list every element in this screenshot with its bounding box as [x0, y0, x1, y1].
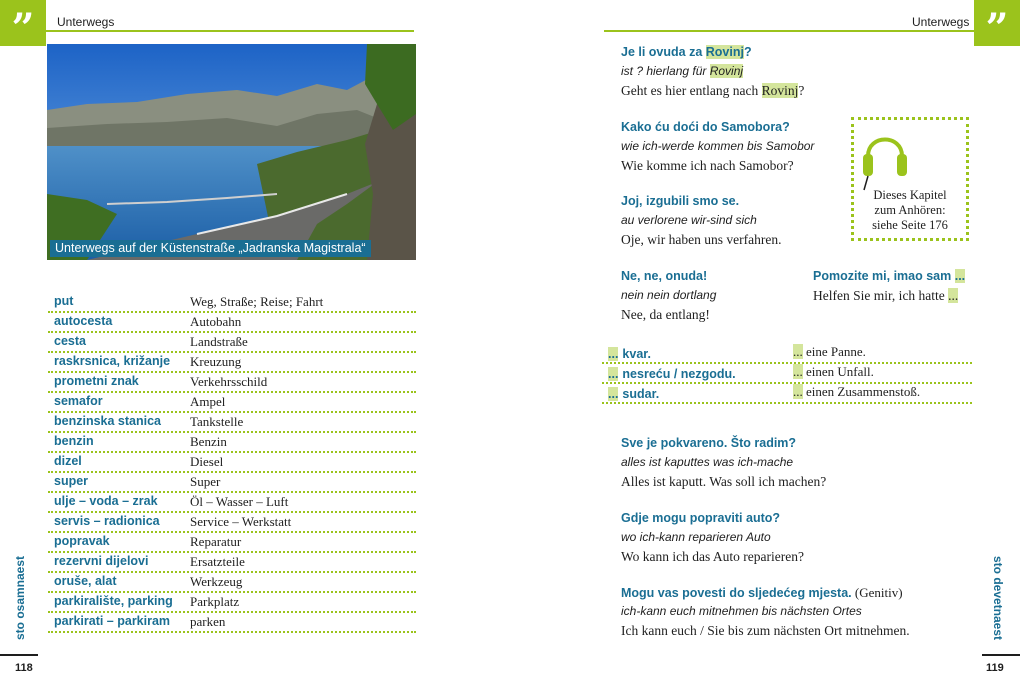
phrase-block-3: [621, 192, 781, 249]
phrase-8-literal: ich-kann euch mitnehmen bis nächsten Ortes: [621, 604, 862, 618]
vocab-row: [48, 471, 416, 493]
vocab-row: [48, 331, 416, 353]
phrase-block-7: [621, 509, 804, 566]
audio-box-line-3: siehe Seite 176: [872, 218, 948, 232]
header-left: Unterwegs: [57, 15, 115, 29]
phrase-6-german: Alles ist kaputt. Was soll ich machen?: [621, 474, 827, 489]
phrase-5-croatian: Pomozite mi, imao sam ...: [813, 269, 966, 283]
phrase-2-croatian: Kako ću doći do Samobora?: [621, 120, 790, 134]
phrase-1-croatian: Je li ovuda za Rovinj?: [621, 45, 752, 59]
phrase-8-german: Ich kann euch / Sie bis zum nächsten Ort mitnehmen.: [621, 623, 910, 638]
phrase-2-german: Wie komme ich nach Samobor?: [621, 158, 794, 173]
vocab-german: Verkehrsschild: [190, 374, 268, 389]
vocab-croatian: benzin: [54, 434, 94, 448]
header-right: Unterwegs: [912, 15, 970, 29]
header-rule-left: [46, 30, 414, 32]
slot-row: [602, 383, 972, 404]
vocab-german: Werkzeug: [190, 574, 243, 589]
phrase-1-literal: ist ? hierlang für Rovinj: [621, 64, 744, 78]
vocab-croatian: oruše, alat: [54, 574, 117, 588]
phrase-6-croatian: Sve je pokvareno. Što radim?: [621, 436, 797, 450]
page-word-left: sto osamnaest: [13, 555, 27, 640]
phrase-7-german: Wo kann ich das Auto reparieren?: [621, 549, 804, 564]
vocab-croatian: popravak: [54, 534, 110, 548]
vocab-row: [48, 551, 416, 573]
slot-marker: ...: [608, 367, 619, 381]
vocab-croatian: semafor: [54, 394, 103, 408]
vocab-croatian: benzinska stanica: [54, 414, 161, 428]
vocab-croatian: autocesta: [54, 314, 113, 328]
phrase-2-literal: wie ich-werde kommen bis Samobor: [621, 139, 815, 153]
vocab-row: [48, 411, 416, 433]
phrase-3-literal: au verlorene wir-sind sich: [621, 213, 757, 227]
slot-german: ... einen Unfall.: [793, 364, 874, 379]
slot-marker: ...: [793, 364, 803, 379]
vocab-croatian: super: [54, 474, 89, 488]
vocab-croatian: put: [54, 294, 74, 308]
vocab-german: Kreuzung: [190, 354, 242, 369]
page-number-rule-left: [0, 654, 38, 656]
coastal-road-photo: [47, 44, 416, 260]
headphones-icon: [860, 122, 910, 192]
vocab-row: [48, 451, 416, 473]
vocab-row: [48, 511, 416, 533]
vocab-croatian: parkiralište, parking: [54, 594, 173, 608]
phrase-1-german: Geht es hier entlang nach Rovinj?: [621, 83, 805, 98]
quote-icon-right: ”: [974, 0, 1020, 46]
header-rule-right: [604, 30, 974, 32]
audio-box-line-1: Dieses Kapitel: [873, 188, 947, 202]
audio-box-line-2: zum Anhören:: [874, 203, 946, 217]
vocab-row: [48, 531, 416, 553]
vocab-croatian: ulje – voda – zrak: [54, 494, 158, 508]
vocab-german: Öl – Wasser – Luft: [190, 494, 289, 509]
vocab-german: Reparatur: [190, 534, 242, 549]
vocab-croatian: dizel: [54, 454, 82, 468]
vocab-croatian: prometni znak: [54, 374, 139, 388]
vocab-row: [48, 351, 416, 373]
phrase-block-2: [621, 118, 814, 175]
vocab-german: Super: [190, 474, 221, 489]
vocab-row: [48, 431, 416, 453]
vocab-row: [48, 611, 416, 633]
vocab-row: [48, 571, 416, 593]
phrase-block-4: [621, 267, 716, 324]
vocab-row: [48, 311, 416, 333]
phrase-block-8: [621, 583, 910, 640]
vocab-croatian: cesta: [54, 334, 86, 348]
vocab-row: [48, 491, 416, 513]
phrase-4-literal: nein nein dortlang: [621, 288, 717, 302]
vocab-row: [48, 371, 416, 393]
phrase-4-german: Nee, da entlang!: [621, 307, 710, 322]
vocab-german: Diesel: [190, 454, 224, 469]
vocab-german: Parkplatz: [190, 594, 240, 609]
vocab-row: [48, 591, 416, 613]
slot-row: [602, 343, 972, 364]
slot-german: ... eine Panne.: [793, 344, 866, 359]
phrase-7-croatian: Gdje mogu popraviti auto?: [621, 511, 781, 525]
vocab-row: [48, 291, 416, 313]
phrase-block-1: [621, 43, 804, 100]
vocab-row: [48, 391, 416, 413]
phrase-6-literal: alles ist kaputtes was ich-mache: [621, 455, 794, 469]
slot-german: ... einen Zusammenstoß.: [793, 384, 921, 399]
vocab-german: Ampel: [190, 394, 226, 409]
vocab-german: Weg, Straße; Reise; Fahrt: [190, 294, 324, 309]
photo-caption: Unterwegs auf der Küstenstraße „Jadranska Magistrala“: [50, 240, 371, 257]
slot-croatian: ... kvar.: [608, 347, 651, 361]
page-number-left: 118: [15, 662, 33, 674]
slot-marker: ...: [608, 347, 619, 361]
vocab-german: Ersatzteile: [190, 554, 245, 569]
audio-chapter-box: [851, 117, 969, 241]
phrase-4-croatian: Ne, ne, onuda!: [621, 269, 708, 283]
slot-row: [602, 363, 972, 384]
vocab-croatian: servis – radionica: [54, 514, 160, 528]
vocab-german: Service – Werkstatt: [190, 514, 292, 529]
vocab-german: Autobahn: [190, 314, 242, 329]
slot-marker: ...: [793, 344, 803, 359]
quote-icon-left: ”: [0, 0, 46, 46]
phrase-8-croatian: Mogu vas povesti do sljedećeg mjesta. (Genitiv): [621, 585, 903, 600]
page-word-right: sto devetnaest: [991, 556, 1005, 641]
page-number-right: 119: [986, 662, 1004, 674]
slot-croatian: ... sudar.: [608, 387, 660, 401]
phrase-block-5: [813, 267, 965, 305]
vocab-german: Tankstelle: [190, 414, 244, 429]
vocab-croatian: parkirati – parkiram: [54, 614, 171, 628]
vocab-german: parken: [190, 614, 226, 629]
slot-marker: ...: [793, 384, 803, 399]
vocab-croatian: raskrsnica, križanje: [54, 354, 171, 368]
phrase-3-croatian: Joj, izgubili smo se.: [621, 194, 740, 208]
vocab-german: Landstraße: [190, 334, 248, 349]
phrase-5-german: Helfen Sie mir, ich hatte ...: [813, 288, 959, 303]
page-number-rule-right: [982, 654, 1020, 656]
slot-marker: ...: [608, 387, 619, 401]
phrase-7-literal: wo ich-kann reparieren Auto: [621, 530, 771, 544]
phrase-3-german: Oje, wir haben uns verfahren.: [621, 232, 782, 247]
vocab-german: Benzin: [190, 434, 227, 449]
vocab-croatian: rezervni dijelovi: [54, 554, 149, 568]
slot-croatian: ... nesreću / nezgodu.: [608, 367, 736, 381]
phrase-block-6: [621, 434, 826, 491]
